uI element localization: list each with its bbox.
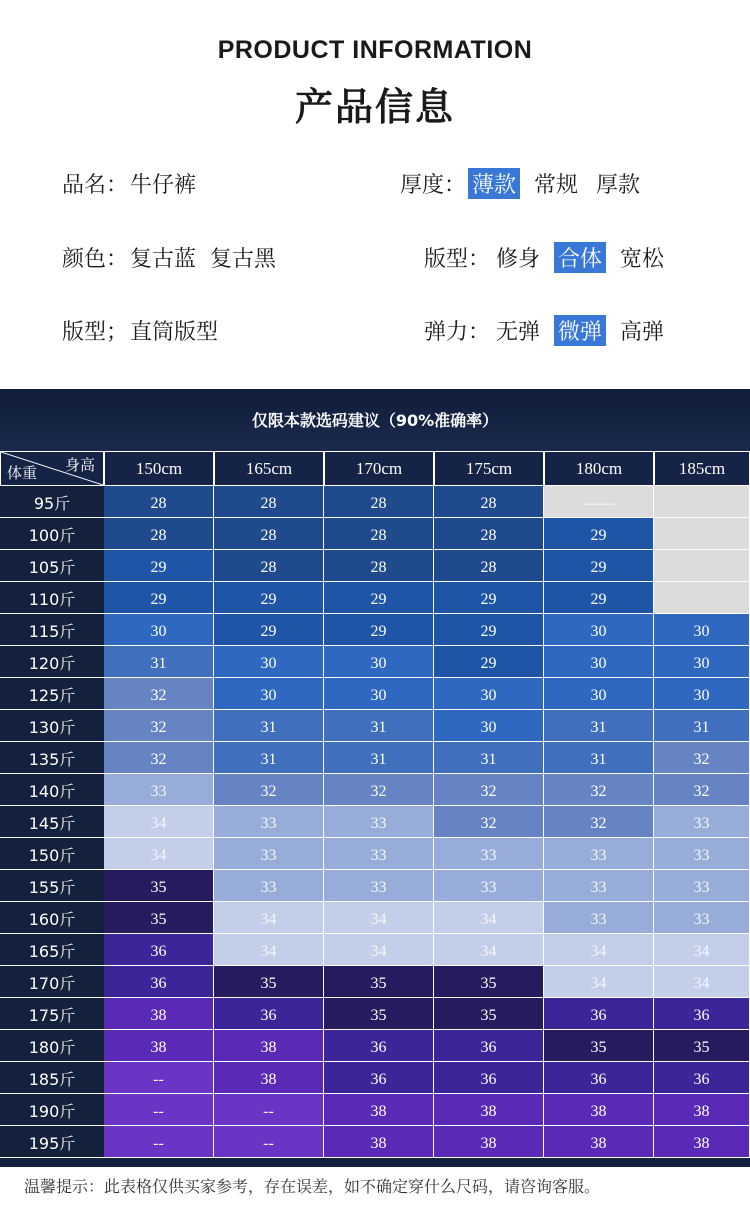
size-cell: 36 [654, 998, 750, 1030]
size-cell: —— [544, 486, 654, 518]
size-cell: 38 [104, 998, 214, 1030]
thickness-option: 厚款 [596, 173, 641, 198]
size-cell: 33 [544, 838, 654, 870]
attr-style-label: 版型； [62, 320, 129, 345]
size-cell: 35 [654, 1030, 750, 1062]
size-cell: 28 [214, 486, 324, 518]
size-cell: 34 [654, 966, 750, 998]
attr-stretch-label: 弹力： [424, 320, 491, 345]
size-table-title: 仅限本款选码建议（90%准确率） [0, 389, 750, 451]
size-cell: 30 [544, 614, 654, 646]
size-cell: 28 [214, 518, 324, 550]
size-cell: 36 [324, 1062, 434, 1094]
size-cell [654, 582, 750, 614]
attr-color [62, 242, 276, 273]
size-cell: 38 [654, 1126, 750, 1158]
size-cell: 30 [104, 614, 214, 646]
footer-tip: 温馨提示：此表格仅供买家参考，存在误差，如不确定穿什么尺码，请咨询客服。 [24, 1177, 601, 1196]
size-cell: 28 [104, 518, 214, 550]
size-cell: 31 [544, 710, 654, 742]
stretch-option: 高弹 [620, 320, 665, 345]
size-cell: 31 [434, 742, 544, 774]
size-cell: 34 [214, 902, 324, 934]
size-cell: 30 [434, 710, 544, 742]
size-cell: 29 [214, 614, 324, 646]
size-cell: 31 [324, 742, 434, 774]
weight-label: 115斤 [0, 614, 104, 646]
size-cell: 32 [104, 742, 214, 774]
size-cell: 30 [434, 678, 544, 710]
weight-label: 125斤 [0, 678, 104, 710]
size-cell: 36 [104, 966, 214, 998]
size-cell: 38 [214, 1030, 324, 1062]
size-cell: 33 [654, 806, 750, 838]
weight-label: 110斤 [0, 582, 104, 614]
fit-option: 修身 [496, 247, 541, 272]
size-cell: 31 [654, 710, 750, 742]
weight-label: 105斤 [0, 550, 104, 582]
size-cell: 36 [214, 998, 324, 1030]
weight-label: 150斤 [0, 838, 104, 870]
size-cell: 28 [104, 486, 214, 518]
size-cell: 30 [654, 646, 750, 678]
size-cell: 28 [324, 550, 434, 582]
weight-label: 175斤 [0, 998, 104, 1030]
attr-color-label: 颜色： [62, 247, 129, 272]
size-cell: 34 [654, 934, 750, 966]
size-cell: 34 [214, 934, 324, 966]
size-cell: 34 [434, 902, 544, 934]
size-cell: 33 [214, 806, 324, 838]
size-cell: 38 [434, 1094, 544, 1126]
size-cell: 29 [104, 550, 214, 582]
size-cell: 30 [654, 678, 750, 710]
size-cell: 29 [544, 518, 654, 550]
size-table [0, 389, 750, 1167]
size-cell [654, 550, 750, 582]
size-cell: 33 [544, 870, 654, 902]
size-cell: 28 [434, 486, 544, 518]
attr-style-value: 直筒版型 [130, 320, 219, 345]
size-cell: -- [104, 1094, 214, 1126]
size-cell: 30 [544, 646, 654, 678]
size-cell: 36 [104, 934, 214, 966]
size-cell: 29 [104, 582, 214, 614]
size-cell: 36 [324, 1030, 434, 1062]
size-cell: 29 [544, 582, 654, 614]
size-cell: 38 [104, 1030, 214, 1062]
weight-label: 130斤 [0, 710, 104, 742]
size-cell: 28 [214, 550, 324, 582]
size-cell: 33 [434, 870, 544, 902]
size-cell: 34 [104, 806, 214, 838]
height-header: 180cm [544, 451, 654, 486]
size-cell: 34 [324, 934, 434, 966]
size-cell: 33 [324, 838, 434, 870]
corner-height-label: 身高 [64, 456, 95, 474]
size-cell: 29 [434, 582, 544, 614]
size-cell: 32 [214, 774, 324, 806]
weight-label: 195斤 [0, 1126, 104, 1158]
weight-label: 145斤 [0, 806, 104, 838]
height-header: 175cm [434, 451, 544, 486]
size-cell: 33 [654, 870, 750, 902]
size-cell: 38 [544, 1094, 654, 1126]
size-cell: 32 [104, 710, 214, 742]
size-cell: 32 [544, 774, 654, 806]
size-cell: 38 [434, 1126, 544, 1158]
size-cell: 33 [654, 902, 750, 934]
weight-label: 120斤 [0, 646, 104, 678]
attr-color-value: 复古蓝 复古黑 [130, 247, 277, 272]
attr-thickness-label: 厚度： [400, 173, 467, 198]
size-cell: 38 [654, 1094, 750, 1126]
size-cell: 30 [544, 678, 654, 710]
size-cell: 33 [324, 806, 434, 838]
size-cell: 34 [544, 934, 654, 966]
size-cell: 32 [434, 774, 544, 806]
weight-label: 100斤 [0, 518, 104, 550]
weight-label: 155斤 [0, 870, 104, 902]
size-cell: 33 [104, 774, 214, 806]
corner-weight-label: 体重 [7, 464, 38, 482]
height-header: 185cm [654, 451, 750, 486]
fit-option: 合体 [554, 242, 606, 273]
attr-fit [424, 242, 678, 273]
size-cell: 30 [654, 614, 750, 646]
size-cell: 28 [434, 550, 544, 582]
size-cell: 35 [544, 1030, 654, 1062]
size-cell: 34 [104, 838, 214, 870]
size-cell: 30 [324, 678, 434, 710]
size-cell: 35 [104, 902, 214, 934]
stretch-option: 微弹 [554, 315, 606, 346]
weight-label: 185斤 [0, 1062, 104, 1094]
size-cell: 29 [324, 582, 434, 614]
size-cell: 38 [214, 1062, 324, 1094]
size-cell: 31 [214, 742, 324, 774]
attr-stretch [424, 315, 678, 346]
size-cell: -- [104, 1126, 214, 1158]
size-cell: 33 [434, 838, 544, 870]
size-cell [654, 518, 750, 550]
size-cell: -- [214, 1126, 324, 1158]
page-title-en: PRODUCT INFORMATION [217, 36, 533, 64]
attr-name-value: 牛仔裤 [130, 173, 197, 198]
attr-name [62, 168, 196, 199]
size-cell: 33 [214, 838, 324, 870]
weight-label: 180斤 [0, 1030, 104, 1062]
size-cell: 29 [544, 550, 654, 582]
page-title-cn: 产品信息 [294, 85, 455, 129]
size-cell: 35 [214, 966, 324, 998]
size-cell: 36 [544, 1062, 654, 1094]
size-cell: 32 [434, 806, 544, 838]
size-cell: 31 [324, 710, 434, 742]
size-cell: 33 [544, 902, 654, 934]
size-cell: 28 [324, 486, 434, 518]
size-cell: 33 [654, 838, 750, 870]
size-cell: 32 [654, 742, 750, 774]
size-cell: 38 [324, 1094, 434, 1126]
height-header: 165cm [214, 451, 324, 486]
stretch-option: 无弹 [496, 320, 541, 345]
size-cell: 30 [324, 646, 434, 678]
size-cell: 36 [434, 1030, 544, 1062]
size-cell: 29 [214, 582, 324, 614]
attr-thickness [400, 168, 654, 199]
size-cell: 29 [434, 646, 544, 678]
size-cell: 34 [324, 902, 434, 934]
size-cell: 34 [544, 966, 654, 998]
size-cell: 36 [654, 1062, 750, 1094]
size-cell: 31 [104, 646, 214, 678]
size-cell: 28 [434, 518, 544, 550]
thickness-option: 常规 [534, 173, 579, 198]
size-cell: 28 [324, 518, 434, 550]
size-cell: 29 [434, 614, 544, 646]
size-cell: 35 [434, 998, 544, 1030]
weight-label: 170斤 [0, 966, 104, 998]
height-header: 170cm [324, 451, 434, 486]
weight-label: 135斤 [0, 742, 104, 774]
attr-name-label: 品名： [62, 173, 129, 198]
attr-fit-label: 版型： [424, 247, 491, 272]
size-cell [654, 486, 750, 518]
size-cell: 35 [324, 966, 434, 998]
size-cell: 33 [324, 870, 434, 902]
size-cell: -- [214, 1094, 324, 1126]
weight-label: 160斤 [0, 902, 104, 934]
weight-label: 190斤 [0, 1094, 104, 1126]
size-cell: 35 [324, 998, 434, 1030]
fit-option: 宽松 [620, 247, 665, 272]
size-cell: 38 [324, 1126, 434, 1158]
weight-label: 95斤 [0, 486, 104, 518]
size-cell: -- [104, 1062, 214, 1094]
size-cell: 31 [214, 710, 324, 742]
size-cell: 38 [544, 1126, 654, 1158]
size-cell: 32 [544, 806, 654, 838]
thickness-option: 薄款 [468, 168, 520, 199]
height-header: 150cm [104, 451, 214, 486]
size-cell: 30 [214, 678, 324, 710]
size-cell: 30 [214, 646, 324, 678]
size-cell: 32 [324, 774, 434, 806]
weight-label: 140斤 [0, 774, 104, 806]
size-cell: 32 [104, 678, 214, 710]
size-cell: 36 [434, 1062, 544, 1094]
size-cell: 31 [544, 742, 654, 774]
size-cell: 35 [104, 870, 214, 902]
size-cell: 33 [214, 870, 324, 902]
size-cell: 32 [654, 774, 750, 806]
size-cell: 35 [434, 966, 544, 998]
size-cell: 29 [324, 614, 434, 646]
size-cell: 36 [544, 998, 654, 1030]
table-corner [0, 451, 104, 486]
weight-label: 165斤 [0, 934, 104, 966]
size-cell: 34 [434, 934, 544, 966]
attr-style [62, 315, 218, 346]
